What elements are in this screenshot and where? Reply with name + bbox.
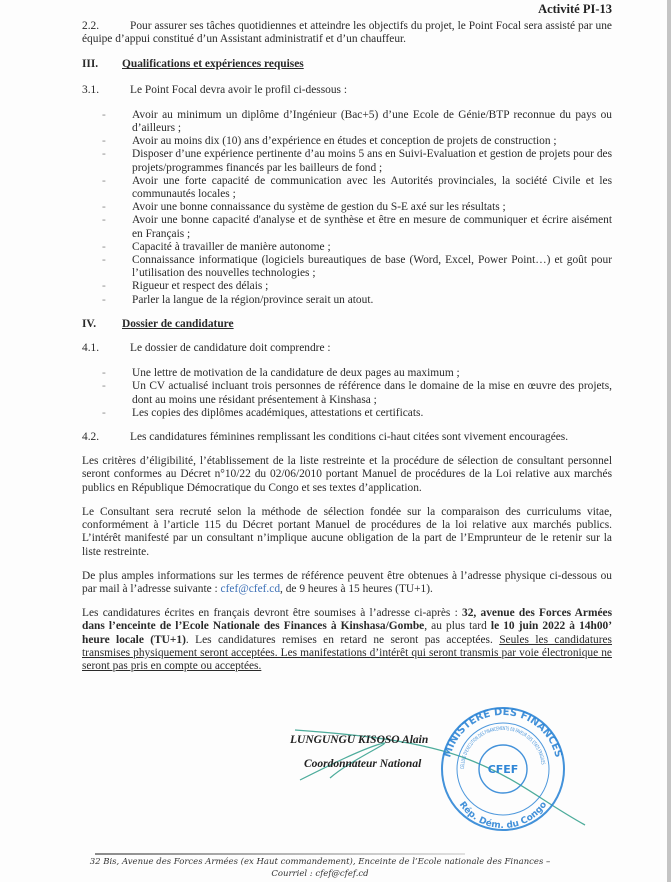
section-number: IV. <box>82 317 97 330</box>
contact-email-link[interactable]: cfef@cfef.cd <box>220 582 281 595</box>
paragraph-4-1 <box>82 342 612 355</box>
paragraph-text: , de 9 heures à 15 heures (TU+1). <box>280 582 433 595</box>
submission-paragraph <box>82 607 612 673</box>
list-item: - Avoir une bonne capacité d'analyse et de synthèse et être en mesure de communiquer et écrire aisément en Français ; <box>132 214 612 240</box>
stamp-outer-text: MINISTERE DES FINANCES <box>442 706 564 759</box>
list-item: - Parler la langue de la région/province serait un atout. <box>132 294 612 307</box>
paragraph-number: 4.2. <box>82 431 100 444</box>
footer-address: 32 Bis, Avenue des Forces Armées (ex Haut commandement), Enceinte de l’Ecole nationale des Finances – <box>89 857 551 867</box>
paragraph-number: 4.1. <box>82 342 100 355</box>
official-stamp <box>440 706 566 832</box>
list-item: - Avoir au minimum un diplôme d’Ingénieur (Bac+5) d’une Ecole de Génie/BTP reconnue du pays ou d’ailleurs ; <box>132 109 612 135</box>
list-item: - Rigueur et respect des délais ; <box>132 280 612 293</box>
paragraph-2-2 <box>82 20 612 46</box>
signature-block <box>290 733 430 771</box>
paragraph-text: par une équipe d’appui constitué d’un Assistant administratif et d’un chauffeur. <box>82 20 612 46</box>
svg-text:Rép. Dém. du Congo <box>457 800 549 831</box>
list-item: - Disposer d’une expérience pertinente d’au moins 5 ans en Suivi-Evaluation et gestion de projets pour des projets/programmes financés par les bailleurs de fond ; <box>132 148 612 174</box>
submission-address: 32, avenue des Forces Armées dans l’enceinte de l’Ecole Nationale des Finances à Kinshasa/Gombe <box>82 607 612 633</box>
paragraph-text: De plus amples informations sur les termes de référence peuvent être obtenues à l’adresse physique ci-dessous ou par mail à l’adresse suivante : <box>82 569 612 595</box>
list-item: - Capacité à travailler de manière autonome ; <box>132 241 612 254</box>
footer-email: Courriel : cfef@cfef.cd <box>271 869 369 879</box>
section-number: III. <box>82 58 99 71</box>
document-page <box>82 0 612 673</box>
stamp-inner-text: CELLULE D'EXECUTION DES FINANCEMENTS EN FAVEUR DES ETATS FRAGILES <box>459 725 546 770</box>
paragraph-number: 3.1. <box>82 83 100 96</box>
section-title: Qualifications et expériences requises <box>122 58 304 71</box>
footer-divider <box>95 853 465 855</box>
paragraph-text: Le Point Focal devra avoir le profil ci-dessous : <box>130 83 348 96</box>
paragraph-text: Les candidatures écrites en français devront être soumises à l’adresse ci-après : <box>82 607 462 620</box>
paragraph-text: , au plus tard <box>424 620 491 633</box>
list-item: - Avoir une forte capacité de communication avec les Autorités provinciales, la société Civile et les communautés locales ; <box>132 175 612 201</box>
list-item: - Avoir au moins dix (10) ans d’expérience en études et conception de projets de construction ; <box>132 135 612 148</box>
activity-reference: Activité PI-13 <box>538 2 612 16</box>
list-item: - Avoir une bonne connaissance du système de gestion du S-E axé sur les résultats ; <box>132 201 612 214</box>
list-item: - Connaissance informatique (logiciels bureautiques de base (Word, Excel, Power Point…) et goût pour l’utilisation des nouvelles technologies ; <box>132 254 612 280</box>
submission-deadline: le 10 juin 2022 à 14h00’ heure locale (TU+1) <box>82 620 613 646</box>
paragraph-text: . Les candidatures remises en retard ne seront pas acceptées. <box>185 633 500 646</box>
paragraph-text: Les candidatures féminines remplissant les conditions ci-haut citées sont vivement encouragées. <box>130 431 569 444</box>
list-item: - Une lettre de motivation de la candidature de deux pages au maximum ; <box>132 367 612 380</box>
paragraph-number: 2.2. <box>82 20 100 32</box>
application-documents-list <box>82 367 612 420</box>
stamp-bottom-text: Rép. Dém. du Congo <box>456 800 550 832</box>
qualifications-list <box>82 109 612 307</box>
information-paragraph <box>82 570 612 596</box>
submission-notice: Seules les candidatures transmises physiquement seront acceptées. Les manifestations d’intérêt qui seront transmis par voie électronique ne seront pas pris en compte ou acceptées. <box>82 633 612 672</box>
paragraph-text: Pour assurer ses tâches quotidiennes et atteindre les objectifs du projet, le Point Focal sera assisté <box>130 20 576 32</box>
paragraph-3-1 <box>82 84 612 97</box>
list-item: - Un CV actualisé incluant trois personnes de référence dans le domaine de la mise en œuvre des projets, dont au moins une résidant présentement à Kinshasa ; <box>132 380 612 406</box>
signatory-role: Coordonnateur National <box>304 758 422 770</box>
signatory-name: LUNGUNGU KISOSO Alain <box>290 734 429 746</box>
stamp-center-text: CFEF <box>487 763 519 776</box>
section-title: Dossier de candidature <box>122 317 234 330</box>
page-edge <box>667 0 671 882</box>
paragraph-text: Le dossier de candidature doit comprendre : <box>130 342 331 355</box>
eligibility-paragraph: Les critères d’éligibilité, l’établissement de la liste restreinte et la procédure de sélection de consultant personnel seront conformes au Décret n°10/22 du 02/06/2010 portant Manuel de procédures de la Loi relative aux marchés publics en République Démocratique du Congo et ses textes d’application. <box>82 455 612 494</box>
paragraph-4-2 <box>82 431 612 444</box>
footer <box>60 856 580 880</box>
section-heading-3 <box>82 58 612 71</box>
section-heading-4 <box>82 318 612 331</box>
selection-paragraph: Le Consultant sera recruté selon la méthode de sélection fondée sur la comparaison des curriculums vitae, conformément à l’article 115 du Décret portant Manuel de procédures de la loi relative aux marchés publics. L’intérêt manifesté par un consultant n’implique aucune obligation de la part de l’Emprunteur de le retenir sur la liste restreinte. <box>82 505 612 558</box>
list-item: - Les copies des diplômes académiques, attestations et certificats. <box>132 407 612 420</box>
